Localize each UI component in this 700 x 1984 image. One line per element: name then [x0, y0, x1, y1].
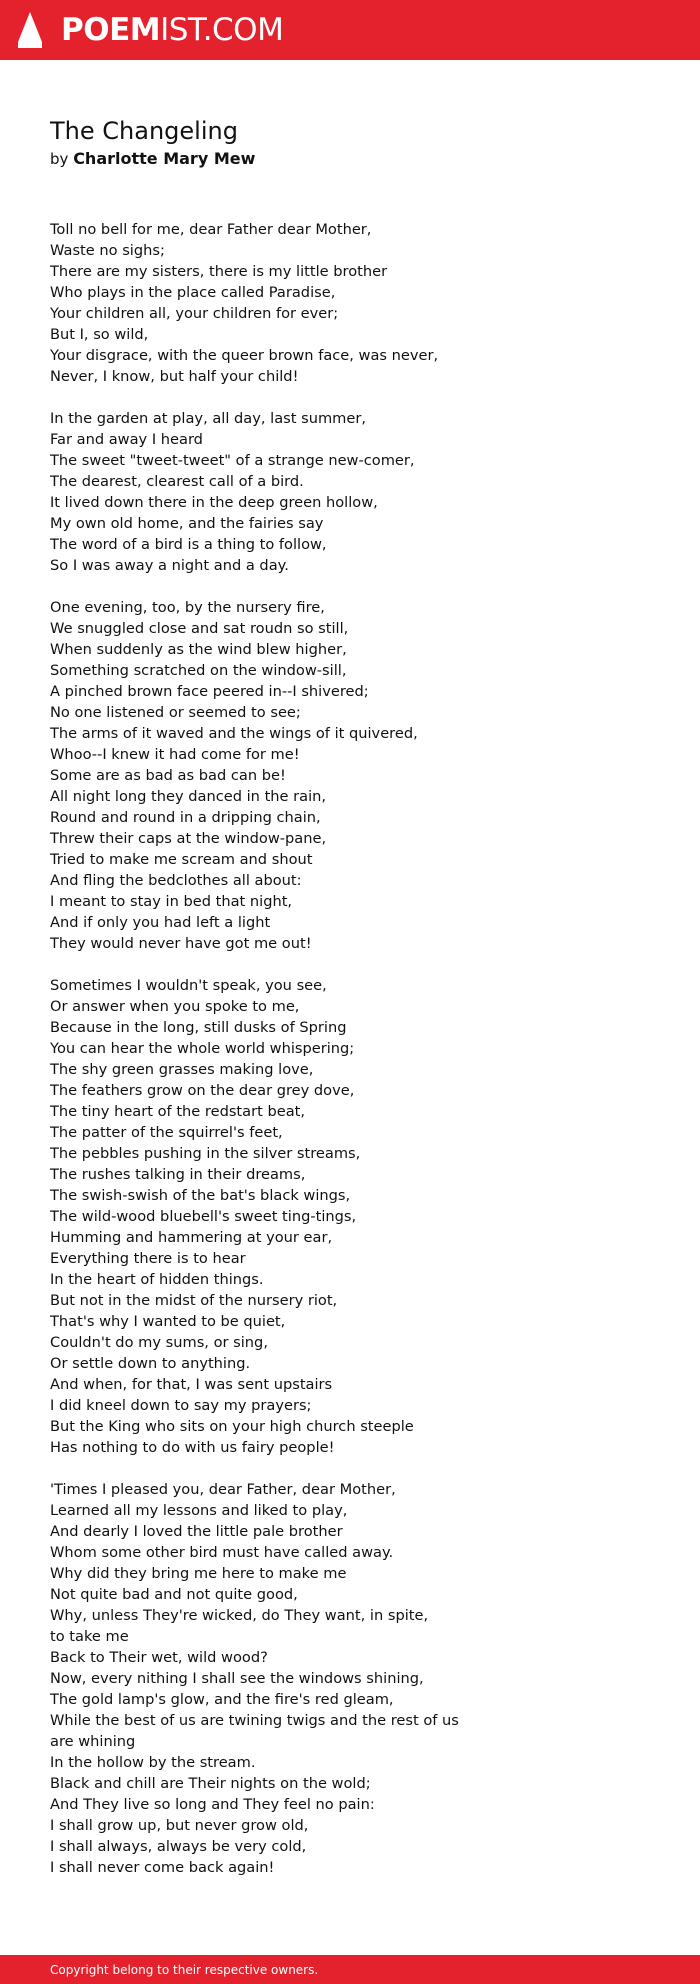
poem-line: Toll no bell for me, dear Father dear Mother,	[50, 221, 372, 238]
poem-line: We snuggled close and sat roudn so still,	[50, 620, 349, 637]
poem-line: And if only you had left a light	[50, 914, 271, 931]
poem-line: Everything there is to hear	[50, 1250, 246, 1267]
poem-stanza	[50, 219, 670, 387]
poem-line: A pinched brown face peered in--I shivered;	[50, 683, 369, 700]
poem-line: I shall never come back again!	[50, 1859, 275, 1876]
poem-line: Waste no sighs;	[50, 242, 165, 259]
poem-line: Not quite bad and not quite good,	[50, 1586, 298, 1603]
poem-line: Back to Their wet, wild wood?	[50, 1649, 268, 1666]
poem-line: I shall grow up, but never grow old,	[50, 1817, 309, 1834]
poem-line: are whining	[50, 1733, 136, 1750]
poem-line: Learned all my lessons and liked to play,	[50, 1502, 348, 1519]
poem-line: Black and chill are Their nights on the wold;	[50, 1775, 371, 1792]
poem-line: Why did they bring me here to make me	[50, 1565, 347, 1582]
poem-line: Tried to make me scream and shout	[50, 851, 313, 868]
poem-line: The arms of it waved and the wings of it quivered,	[50, 725, 418, 742]
poem-line: The pebbles pushing in the silver streams,	[50, 1145, 361, 1162]
poem-line: Threw their caps at the window-pane,	[50, 830, 327, 847]
poem-line: It lived down there in the deep green hollow,	[50, 494, 378, 511]
poem-line: But not in the midst of the nursery riot,	[50, 1292, 338, 1309]
poem-line: One evening, too, by the nursery fire,	[50, 599, 325, 616]
by-label: by	[50, 150, 69, 168]
poem-line: The sweet "tweet-tweet" of a strange new-comer,	[50, 452, 415, 469]
poem-line: Because in the long, still dusks of Spring	[50, 1019, 347, 1036]
poem-stanza	[50, 975, 670, 1458]
poem-line: Your children all, your children for ever;	[50, 305, 339, 322]
poem-stanza	[50, 1479, 670, 1878]
poem-line: The feathers grow on the dear grey dove,	[50, 1082, 355, 1099]
poem-line: My own old home, and the fairies say	[50, 515, 324, 532]
poem-line: The gold lamp's glow, and the fire's red gleam,	[50, 1691, 394, 1708]
site-logo[interactable]	[61, 11, 283, 49]
poem-line: The patter of the squirrel's feet,	[50, 1124, 283, 1141]
poem-line: to take me	[50, 1628, 129, 1645]
poem-line: Whoo--I knew it had come for me!	[50, 746, 300, 763]
poem-line: The rushes talking in their dreams,	[50, 1166, 306, 1183]
poem-line: The tiny heart of the redstart beat,	[50, 1103, 306, 1120]
poem-line: Humming and hammering at your ear,	[50, 1229, 333, 1246]
poem-line: Or settle down to anything.	[50, 1355, 251, 1372]
poem-line: And They live so long and They feel no pain:	[50, 1796, 375, 1813]
poem-line: Your disgrace, with the queer brown face, was never,	[50, 347, 439, 364]
poem-line: The dearest, clearest call of a bird.	[50, 473, 304, 490]
poem-line: Has nothing to do with us fairy people!	[50, 1439, 335, 1456]
poem-body	[50, 219, 670, 1899]
pencil-icon[interactable]	[18, 12, 42, 48]
poem-line: When suddenly as the wind blew higher,	[50, 641, 347, 658]
poem-line: You can hear the whole world whispering;	[50, 1040, 355, 1057]
poem-line: In the garden at play, all day, last summer,	[50, 410, 367, 427]
poem-stanza	[50, 597, 670, 954]
poem-line: The swish-swish of the bat's black wings,	[50, 1187, 351, 1204]
poem-line: Sometimes I wouldn't speak, you see,	[50, 977, 327, 994]
poem-line: Far and away I heard	[50, 431, 203, 448]
logo-light-text: IST.COM	[160, 12, 284, 48]
poem-line: And fling the bedclothes all about:	[50, 872, 302, 889]
poem-line: Round and round in a dripping chain,	[50, 809, 321, 826]
poem-line: No one listened or seemed to see;	[50, 704, 301, 721]
poem-line: In the hollow by the stream.	[50, 1754, 256, 1771]
poem-line: The shy green grasses making love,	[50, 1061, 314, 1078]
poem-byline	[50, 148, 255, 170]
poem-line: In the heart of hidden things.	[50, 1271, 264, 1288]
poem-line: Something scratched on the window-sill,	[50, 662, 347, 679]
poem-line: Who plays in the place called Paradise,	[50, 284, 336, 301]
poem-line: All night long they danced in the rain,	[50, 788, 327, 805]
poem-line: Never, I know, but half your child!	[50, 368, 299, 385]
poem-line: And when, for that, I was sent upstairs	[50, 1376, 333, 1393]
poem-line: But I, so wild,	[50, 326, 149, 343]
poem-line: Or answer when you spoke to me,	[50, 998, 300, 1015]
poem-line: I meant to stay in bed that night,	[50, 893, 293, 910]
poem-line: I shall always, always be very cold,	[50, 1838, 307, 1855]
poem-line: I did kneel down to say my prayers;	[50, 1397, 312, 1414]
site-footer	[0, 1955, 700, 1984]
poem-line: But the King who sits on your high church steeple	[50, 1418, 414, 1435]
poem-line: The wild-wood bluebell's sweet ting-tings,	[50, 1208, 357, 1225]
poem-line: That's why I wanted to be quiet,	[50, 1313, 286, 1330]
poem-line: So I was away a night and a day.	[50, 557, 289, 574]
poem-line: Why, unless They're wicked, do They want, in spite,	[50, 1607, 429, 1624]
poem-line: 'Times I pleased you, dear Father, dear Mother,	[50, 1481, 396, 1498]
poem-line: Couldn't do my sums, or sing,	[50, 1334, 268, 1351]
poem-line: The word of a bird is a thing to follow,	[50, 536, 327, 553]
poem-line: They would never have got me out!	[50, 935, 312, 952]
footer-copyright: Copyright belong to their respective owners.	[50, 1963, 319, 1977]
poem-line: While the best of us are twining twigs and the rest of us	[50, 1712, 459, 1729]
poem-stanza	[50, 408, 670, 576]
poem-line: Now, every nithing I shall see the windows shining,	[50, 1670, 424, 1687]
poem-title: The Changeling	[50, 117, 238, 145]
poem-line: There are my sisters, there is my little brother	[50, 263, 388, 280]
poem-line: Some are as bad as bad can be!	[50, 767, 286, 784]
site-header	[0, 0, 700, 60]
poem-line: Whom some other bird must have called away.	[50, 1544, 394, 1561]
logo-bold-text: POEM	[61, 12, 161, 48]
poem-line: And dearly I loved the little pale brother	[50, 1523, 343, 1540]
poem-author: Charlotte Mary Mew	[73, 149, 256, 168]
